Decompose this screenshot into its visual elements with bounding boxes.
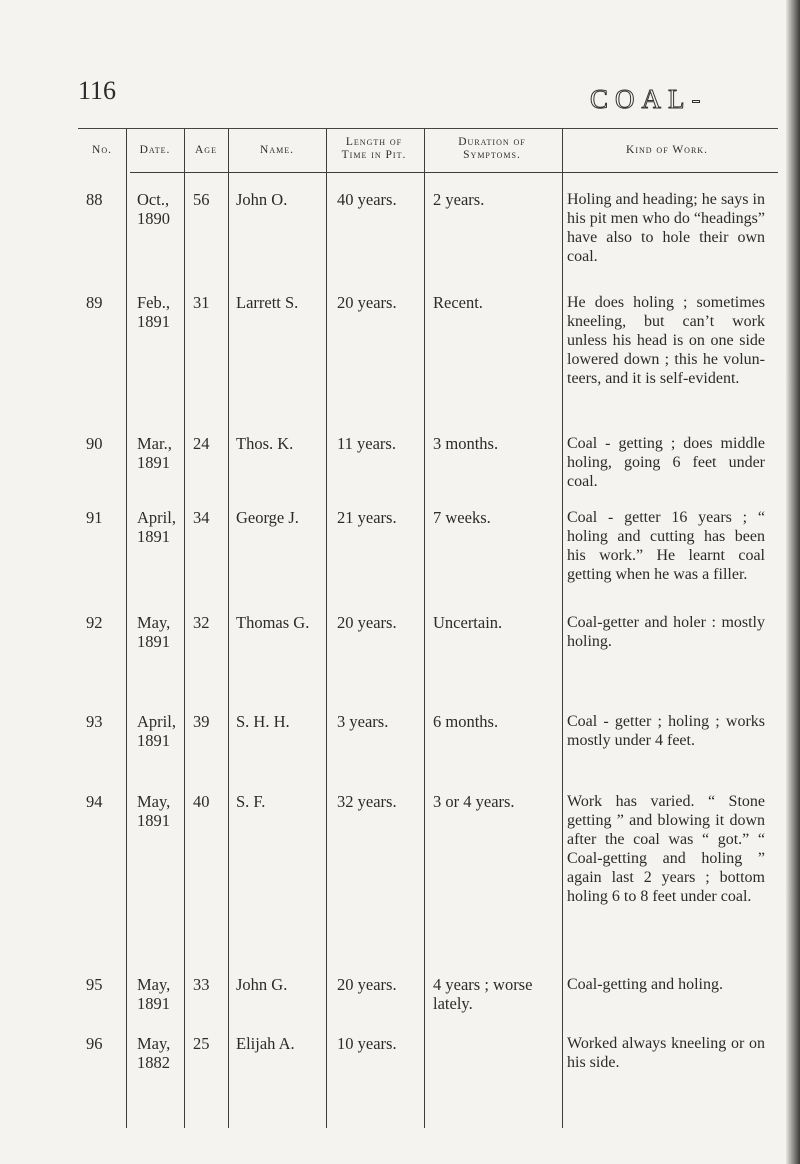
cell-name: Elijah A. [236, 1034, 295, 1053]
cell-date: May, 1891 [137, 613, 171, 651]
cell-date: May, 1891 [137, 792, 171, 830]
cell-length: 20 years. [337, 613, 397, 632]
cell-length: 20 years. [337, 293, 397, 312]
page-number: 116 [78, 76, 117, 105]
cell-length: 40 years. [337, 190, 397, 209]
cell-kind: Coal-getting and holing. [567, 976, 723, 993]
cell-name: John G. [236, 975, 288, 994]
cell-kind: Work has varied. “ Stone getting ” and blowing it down after the coal was “ got.” “ Coal-getting and holing ” again last 2 years ; bottom holing 6 to 8 feet under coal. [567, 793, 765, 905]
cell-duration: 2 years. [433, 190, 485, 209]
cell-no: 91 [86, 508, 103, 527]
cell-length: 3 years. [337, 712, 389, 731]
cell-length: 10 years. [337, 1034, 397, 1053]
cell-length: 11 years. [337, 434, 396, 453]
cell-age: 33 [193, 975, 210, 994]
cell-name: S. H. H. [236, 712, 290, 731]
cell-age: 56 [193, 190, 210, 209]
cell-name: Thomas G. [236, 613, 310, 632]
cell-duration: 3 months. [433, 434, 499, 453]
cell-kind: Holing and heading; he says in his pit men who do “headings” have also to hole their own coal. [567, 191, 765, 265]
cell-kind: Coal - getting ; does middle holing, going 6 feet under coal. [567, 435, 765, 490]
cell-kind: Coal - getter 16 years ; “ holing and cutting has been his work.” He learnt coal getting when he was a filler. [567, 509, 765, 583]
cell-length: 20 years. [337, 975, 397, 994]
cell-date: Oct., 1890 [137, 190, 170, 228]
cell-no: 94 [86, 792, 103, 811]
cell-date: Mar., 1891 [137, 434, 172, 472]
cell-duration: Recent. [433, 293, 483, 312]
cell-kind: Coal - getter ; holing ; works mostly under 4 feet. [567, 713, 765, 749]
header-length: Length of Time in Pit. [341, 136, 407, 161]
cell-age: 34 [193, 508, 210, 527]
cell-date: May, 1882 [137, 1034, 171, 1072]
running-head: COAL- [590, 84, 708, 114]
header-duration: Duration of Symptoms. [458, 136, 526, 161]
column-rule [184, 128, 185, 1128]
cell-age: 24 [193, 434, 210, 453]
cell-name: S. F. [236, 792, 266, 811]
cell-no: 88 [86, 190, 103, 209]
column-rule [326, 128, 327, 1128]
cell-name: Thos. K. [236, 434, 294, 453]
column-rule [228, 128, 229, 1128]
cell-length: 21 years. [337, 508, 397, 527]
cell-date: May, 1891 [137, 975, 171, 1013]
cell-date: Feb., 1891 [137, 293, 170, 331]
header-no: No. [92, 144, 112, 156]
cell-duration: 4 years ; worse lately. [433, 975, 533, 1013]
header-date: Date. [139, 144, 171, 156]
column-rule [126, 128, 127, 1128]
cell-no: 93 [86, 712, 103, 731]
cell-duration: 3 or 4 years. [433, 792, 515, 811]
cell-age: 40 [193, 792, 210, 811]
cell-kind: He does holing ; sometimes kneeling, but can’t work unless his head is on one side lowered down ; this he volunteers, and it is self-evident. [567, 294, 765, 387]
cell-age: 31 [193, 293, 210, 312]
cell-duration: 7 weeks. [433, 508, 491, 527]
cell-no: 92 [86, 613, 103, 632]
header-top-rule [78, 128, 778, 129]
cell-name: George J. [236, 508, 299, 527]
header-age: Age [195, 144, 217, 156]
cell-kind: Worked always kneeling or on his side. [567, 1035, 765, 1071]
cell-length: 32 years. [337, 792, 397, 811]
column-rule [424, 128, 425, 1128]
header-name: Name. [260, 144, 294, 156]
cell-age: 32 [193, 613, 210, 632]
header-kind: Kind of Work. [626, 144, 708, 156]
cell-no: 96 [86, 1034, 103, 1053]
cell-name: John O. [236, 190, 288, 209]
cell-duration: Uncertain. [433, 613, 503, 632]
cell-age: 25 [193, 1034, 210, 1053]
column-rule [562, 128, 563, 1128]
cell-kind: Coal-getter and holer : mostly holing. [567, 614, 765, 650]
page-edge-shadow [786, 0, 800, 1164]
cell-no: 90 [86, 434, 103, 453]
cell-date: April, 1891 [137, 712, 176, 750]
cell-no: 95 [86, 975, 103, 994]
cell-date: April, 1891 [137, 508, 176, 546]
cell-duration: 6 months. [433, 712, 499, 731]
cell-age: 39 [193, 712, 210, 731]
cell-no: 89 [86, 293, 103, 312]
cell-name: Larrett S. [236, 293, 299, 312]
